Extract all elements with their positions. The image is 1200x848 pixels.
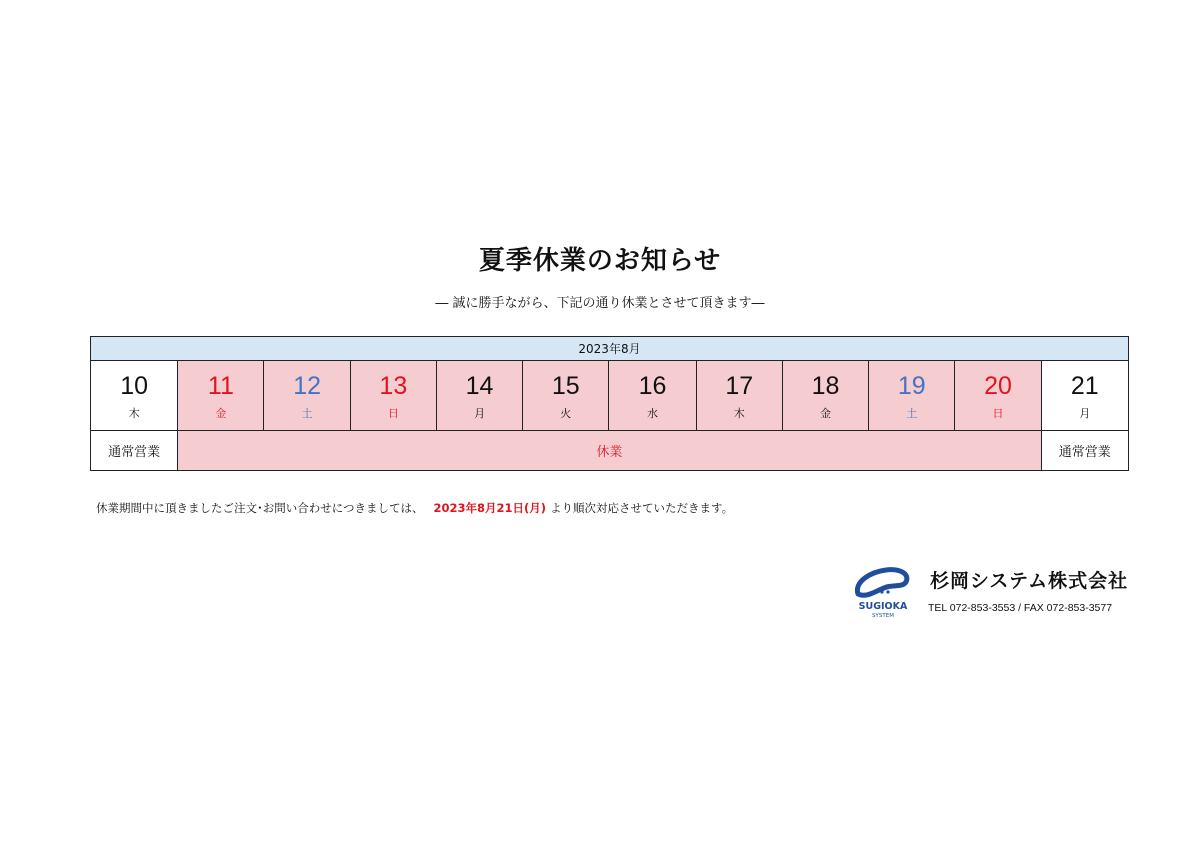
- day-cell: [350, 361, 436, 431]
- notice-resume-date: 2023年8月21日(月): [433, 501, 547, 515]
- page-title: 夏季休業のお知らせ: [478, 246, 722, 276]
- day-number: 10: [120, 372, 149, 400]
- calendar-status-row: [91, 431, 1129, 471]
- day-weekday: 土: [906, 407, 918, 420]
- company-logo: [852, 560, 914, 620]
- day-number: 18: [811, 372, 840, 400]
- day-cell: [523, 361, 609, 431]
- logo-submark: SYSTEM: [872, 613, 894, 619]
- day-number: 11: [207, 372, 234, 400]
- sugioka-logo-icon: [852, 560, 914, 620]
- day-number: 17: [725, 372, 754, 400]
- page-subtitle: ― 誠に勝手ながら、下記の通り休業とさせて頂きます―: [435, 296, 765, 311]
- company-contact: TEL 072-853-3553 / FAX 072-853-3577: [928, 602, 1113, 614]
- day-cell: [178, 361, 264, 431]
- day-number: 14: [465, 372, 494, 400]
- day-number: 20: [984, 372, 1012, 400]
- day-weekday: 水: [647, 407, 659, 420]
- day-number: 12: [293, 372, 321, 400]
- day-cell: [91, 361, 178, 431]
- day-cell: [264, 361, 350, 431]
- status-closed: 休業: [178, 431, 1041, 471]
- day-cell: [436, 361, 522, 431]
- day-cell: [955, 361, 1041, 431]
- day-weekday: 火: [560, 407, 572, 420]
- day-cell: [1041, 361, 1128, 431]
- day-number: 13: [379, 372, 408, 400]
- day-weekday: 金: [215, 407, 227, 420]
- day-weekday: 金: [820, 407, 832, 420]
- day-weekday: 日: [387, 407, 399, 420]
- day-weekday: 木: [128, 407, 140, 420]
- day-weekday: 木: [733, 407, 745, 420]
- day-number: 21: [1070, 372, 1099, 400]
- day-weekday: 月: [1079, 407, 1091, 420]
- day-cell: [782, 361, 868, 431]
- holiday-calendar: [90, 336, 1129, 471]
- status-open-start: 通常営業: [91, 431, 178, 471]
- logo-wordmark: SUGIOKA: [858, 601, 908, 612]
- day-number: 15: [551, 372, 580, 400]
- calendar-day-row: [91, 361, 1129, 431]
- day-cell: [609, 361, 696, 431]
- day-number: 16: [638, 372, 667, 400]
- day-number: 19: [897, 372, 926, 400]
- notice-after: より順次対応させていただきます。: [550, 501, 734, 515]
- notice-text: [96, 500, 733, 516]
- calendar-month-row: [91, 337, 1129, 361]
- notice-before: 休業期間中に頂きましたご注文･お問い合わせにつきましては、: [96, 501, 424, 515]
- company-name: 杉岡システム株式会社: [930, 570, 1129, 592]
- status-open-end: 通常営業: [1041, 431, 1128, 471]
- calendar-month-label: 2023年8月: [91, 337, 1129, 361]
- day-cell: [869, 361, 955, 431]
- day-weekday: 土: [301, 407, 313, 420]
- day-cell: [696, 361, 782, 431]
- day-weekday: 日: [992, 407, 1004, 420]
- day-weekday: 月: [474, 407, 486, 420]
